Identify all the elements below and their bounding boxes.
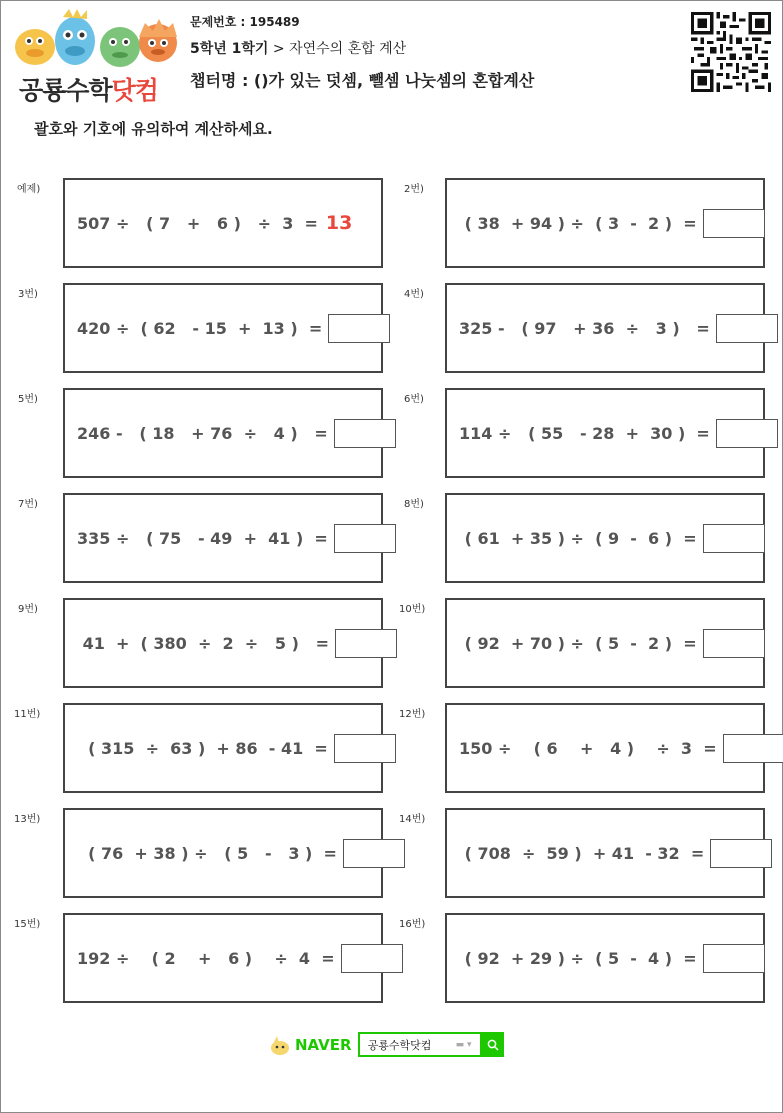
problem-box [63,493,383,583]
problem-number: 문제번호 : 195489 [190,15,300,29]
problem-box [63,703,383,793]
problem-box [445,598,765,688]
problem-box [445,388,765,478]
answer-field[interactable] [716,419,778,448]
problem-label: 12번) [399,709,426,720]
expression: 507 ÷ ( 7 + 6 ) ÷ 3 = 13 [77,212,353,234]
brand-logo [13,7,178,105]
expression: ( 92 + 29 ) ÷ ( 5 - 4 ) = [459,915,765,1001]
problem-label: 14번) [399,814,426,825]
problem-label: 10번) [399,604,426,615]
answer-field[interactable] [343,839,405,868]
answer-field[interactable] [335,629,397,658]
problem-label: 15번) [14,919,41,930]
expression: 192 ÷ ( 2 + 6 ) ÷ 4 = [77,915,403,1001]
problem-label: 11번) [14,709,41,720]
expression: 246 - ( 18 + 76 ÷ 4 ) = [77,390,396,476]
answer-field[interactable] [723,734,783,763]
expression: 325 - ( 97 + 36 ÷ 3 ) = [459,285,778,371]
qr-code-icon[interactable] [691,12,771,92]
expression: ( 708 ÷ 59 ) + 41 - 32 = [459,810,772,896]
example-answer: 13 [325,212,353,234]
naver-mascot-icon [269,1034,291,1056]
problem-label: 7번) [18,499,38,510]
problem-label: 4번) [404,289,424,300]
problem-label: 6번) [404,394,424,405]
search-input[interactable]: 공룡수학닷컴 ▬ ▾ [358,1032,482,1057]
brand-name: 공룡수학닷컴 [19,76,158,105]
expression: 114 ÷ ( 55 - 28 + 30 ) = [459,390,778,476]
naver-search-bar [269,1032,504,1057]
answer-field[interactable] [334,524,396,553]
problem-label: 13번) [14,814,41,825]
expression: 150 ÷ ( 6 + 4 ) ÷ 3 = [459,705,783,791]
expression: ( 92 + 70 ) ÷ ( 5 - 2 ) = [459,600,765,686]
example-problem-box [63,178,383,268]
problem-box [445,283,765,373]
expression: 420 ÷ ( 62 - 15 + 13 ) = [77,285,390,371]
answer-field[interactable] [334,734,396,763]
instruction-text: 괄호와 기호에 유의하여 계산하세요. [34,120,273,138]
problem-box [63,283,383,373]
problem-label: 9번) [18,604,38,615]
problem-box [63,388,383,478]
naver-logo: NAVER [295,1035,352,1054]
expression: ( 76 + 38 ) ÷ ( 5 - 3 ) = [77,810,405,896]
dinosaur-mascots-icon [13,7,178,69]
expression: 335 ÷ ( 75 - 49 + 41 ) = [77,495,396,581]
problem-box [63,913,383,1003]
answer-field[interactable] [703,629,765,658]
problem-box [445,703,765,793]
answer-field[interactable] [334,419,396,448]
problem-label: 5번) [18,394,38,405]
answer-field[interactable] [703,524,765,553]
search-button[interactable] [482,1032,504,1057]
answer-field[interactable] [710,839,772,868]
chapter-title: 챕터명 : ()가 있는 덧셈, 뺄셈 나눗셈의 혼합계산 [190,71,535,90]
answer-field[interactable] [703,944,765,973]
answer-field[interactable] [703,209,765,238]
keyboard-icon[interactable]: ▬ ▾ [455,1040,472,1050]
search-icon [487,1039,499,1051]
problem-label: 3번) [18,289,38,300]
problem-label: 예제) [17,184,41,195]
grade-unit: 5학년 1학기 > 자연수의 혼합 계산 [190,41,407,57]
expression: ( 315 ÷ 63 ) + 86 - 41 = [77,705,396,791]
answer-field[interactable] [341,944,403,973]
expression: 41 + ( 380 ÷ 2 ÷ 5 ) = [77,600,397,686]
problem-label: 8번) [404,499,424,510]
problem-box [445,913,765,1003]
problem-label: 2번) [404,184,424,195]
expression: ( 38 + 94 ) ÷ ( 3 - 2 ) = [459,180,765,266]
problem-label: 16번) [399,919,426,930]
problem-box [63,808,383,898]
problem-box [445,178,765,268]
problem-box [63,598,383,688]
answer-field[interactable] [716,314,778,343]
problem-box [445,808,765,898]
answer-field[interactable] [328,314,390,343]
problem-box [445,493,765,583]
expression: ( 61 + 35 ) ÷ ( 9 - 6 ) = [459,495,765,581]
